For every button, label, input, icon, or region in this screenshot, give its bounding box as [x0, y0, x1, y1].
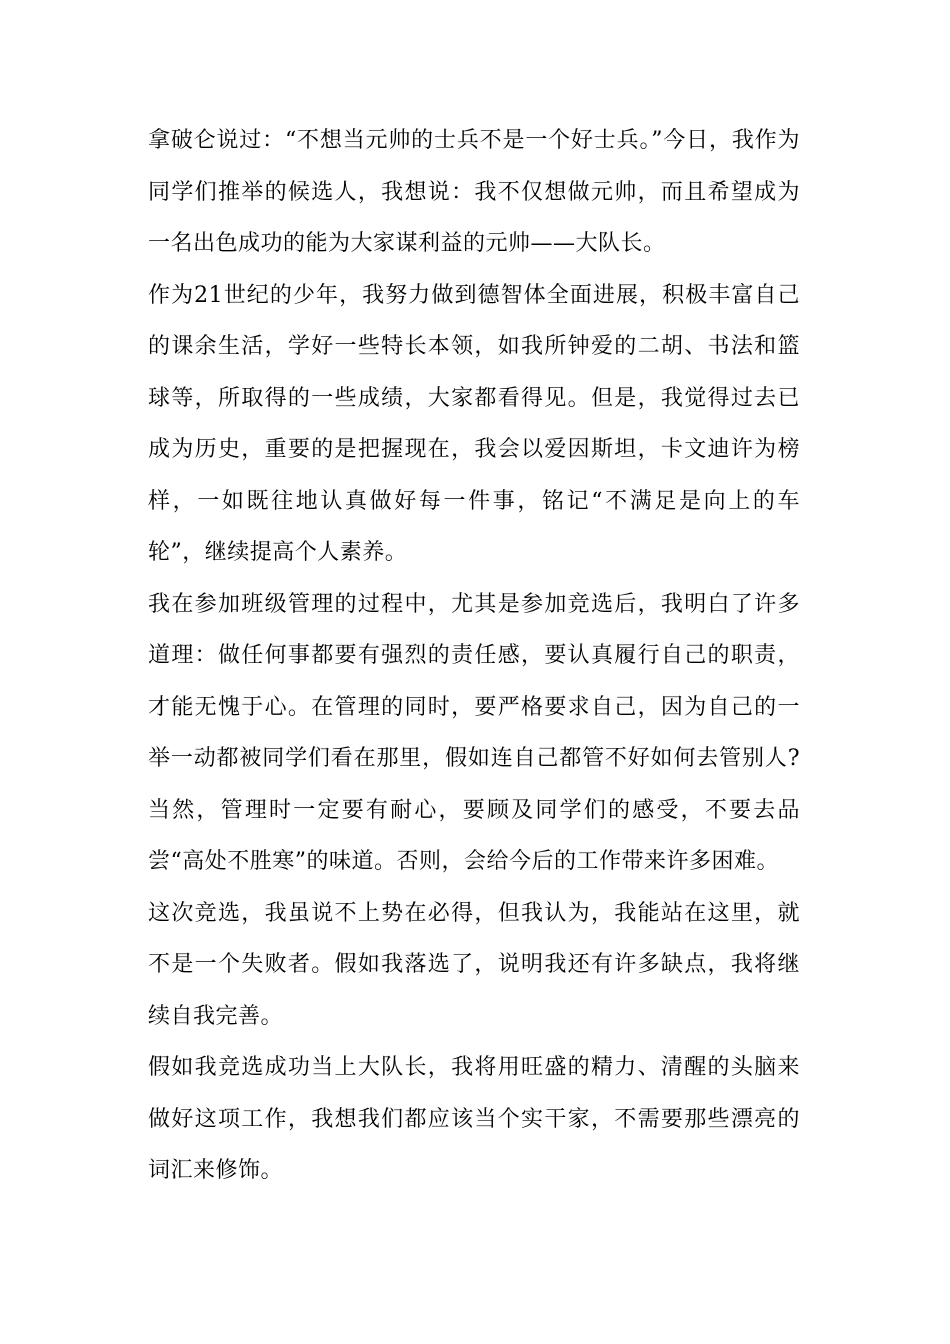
paragraph-3: 我在参加班级管理的过程中，尤其是参加竞选后，我明白了许多道理：做任何事都要有强烈的责任感，要认真履行自己的职责，才能无愧于心。在管理的同时，要严格要求自己，因为自己的一举一动都被同学们看在那里，假如连自己都管不好如何去管别人?当然，管理时一定要有耐心，要顾及同学们的感受，不要去品尝“高处不胜寒”的味道。否则，会给今后的工作带来许多困难。 [148, 591, 800, 874]
paragraph-1: 拿破仑说过：“不想当元帅的士兵不是一个好士兵。”今日，我作为同学们推举的候选人，我想说：我不仅想做元帅，而且希望成为一名出色成功的能为大家谋利益的元帅——大队长。 [148, 128, 800, 256]
document-body [148, 115, 800, 1197]
paragraph-5: 假如我竞选成功当上大队长，我将用旺盛的精力、清醒的头脑来做好这项工作，我想我们都应该当个实干家，不需要那些漂亮的词汇来修饰。 [148, 1055, 800, 1183]
paragraph-4: 这次竞选，我虽说不上势在必得，但我认为，我能站在这里，就不是一个失败者。假如我落选了，说明我还有许多缺点，我将继续自我完善。 [148, 900, 800, 1029]
paragraph-2: 作为21世纪的少年，我努力做到德智体全面进展，积极丰富自己的课余生活，学好一些特长本领，如我所钟爱的二胡、书法和篮球等，所取得的一些成绩，大家都看得见。但是，我觉得过去已成为历史，重要的是把握现在，我会以爱因斯坦，卡文迪许为榜样，一如既往地认真做好每一件事，铭记“不满足是向上的车轮”，继续提高个人素养。 [148, 282, 800, 565]
